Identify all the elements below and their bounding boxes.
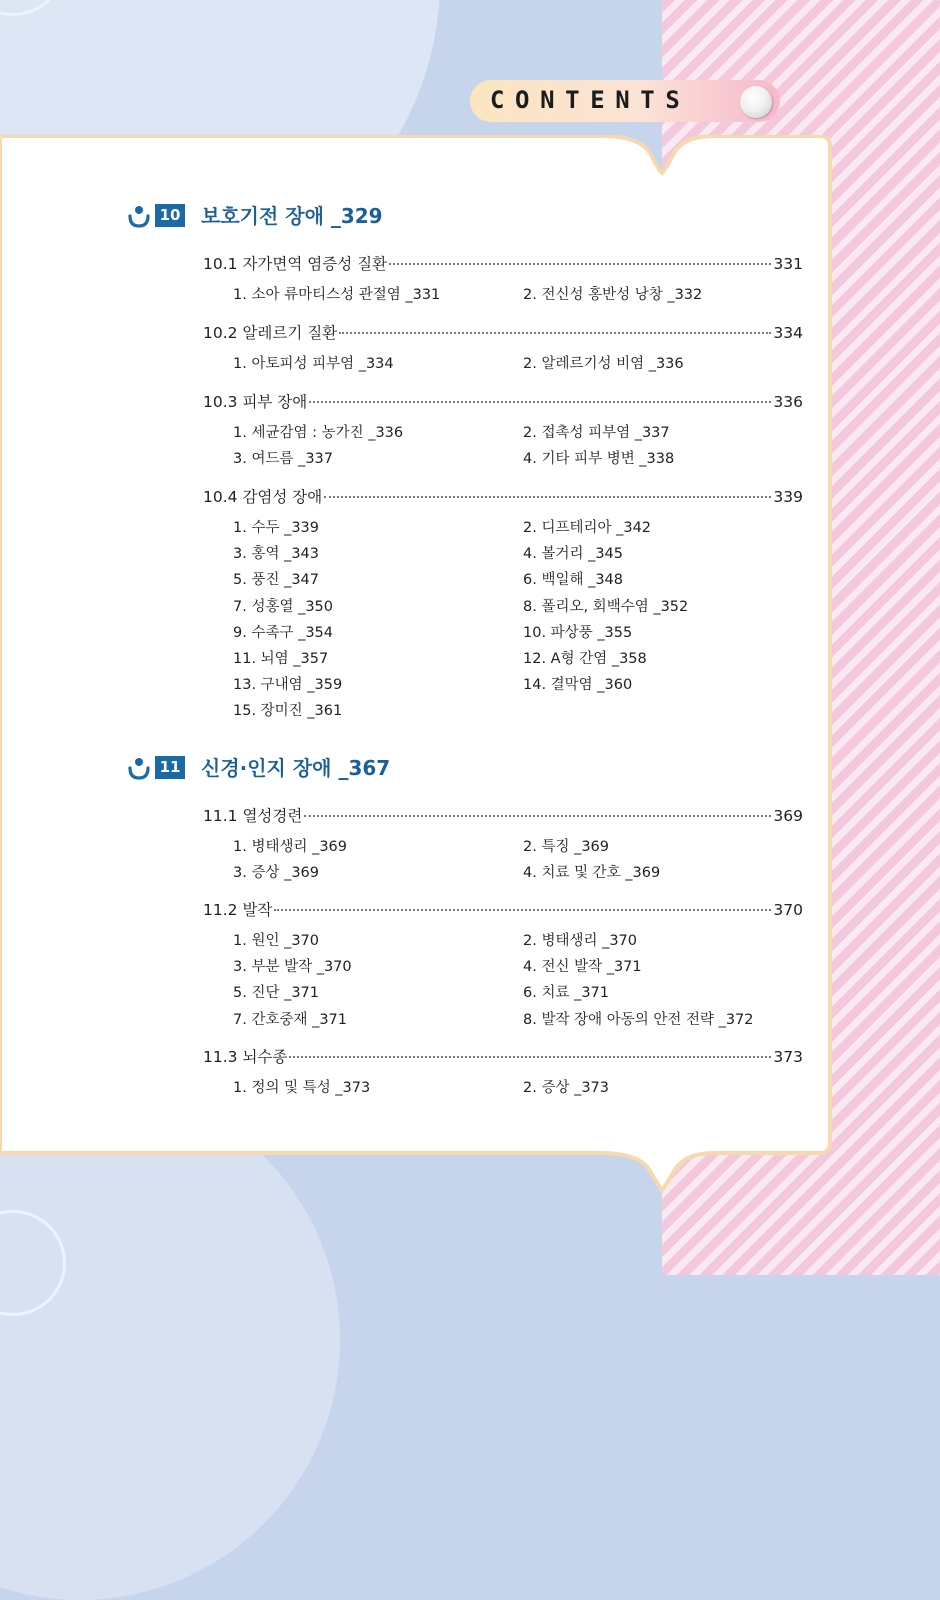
- section-entry[interactable]: [203, 898, 803, 920]
- subsection-item[interactable]: 1. 소아 류마티스성 관절염 _331: [233, 287, 441, 303]
- subsection-item[interactable]: 10. 파상풍 _355: [523, 624, 633, 641]
- subsection-item[interactable]: 4. 기타 피부 병변 _338: [523, 451, 675, 468]
- subsection-item[interactable]: 3. 홍역 _343: [233, 546, 319, 563]
- subsection-item[interactable]: 12. A형 간염 _358: [523, 651, 647, 667]
- subsection-item[interactable]: 15. 장미진 _361: [233, 703, 343, 720]
- subsection-item[interactable]: 8. 발작 장애 아동의 안전 전략 _372: [523, 1011, 754, 1028]
- subsection-item[interactable]: 3. 여드름 _337: [233, 451, 333, 468]
- chapter-number: 11: [155, 756, 185, 779]
- section-entry[interactable]: [203, 321, 803, 343]
- subsection-item[interactable]: 3. 증상 _369: [233, 865, 319, 882]
- section-page-number: 336: [773, 393, 803, 411]
- section-page-number: 331: [773, 255, 803, 273]
- subsection-item[interactable]: 1. 정의 및 특성 _373: [233, 1080, 371, 1096]
- subsection-item[interactable]: 3. 부분 발작 _370: [233, 959, 352, 976]
- dot-leader: [309, 401, 771, 403]
- section-entry[interactable]: [203, 485, 803, 507]
- subsection-item[interactable]: 9. 수족구 _354: [233, 624, 333, 641]
- section-entry[interactable]: [203, 252, 803, 274]
- contents-title: CONTENTS: [490, 86, 691, 114]
- section-title: 11.1 열성경련: [203, 807, 303, 825]
- section-entry[interactable]: [203, 804, 803, 826]
- dot-leader: [339, 332, 771, 334]
- subsection-item[interactable]: 11. 뇌염 _357: [233, 651, 329, 667]
- subsection-item[interactable]: 5. 진단 _371: [233, 985, 319, 1002]
- chapter-title: 신경·인지 장애 _367: [201, 756, 391, 780]
- section-entry[interactable]: [203, 1045, 803, 1067]
- subsection-item[interactable]: 5. 풍진 _347: [233, 572, 319, 589]
- person-icon: [128, 756, 150, 780]
- subsection-item[interactable]: 4. 전신 발작 _371: [523, 959, 642, 976]
- person-icon: [128, 204, 150, 228]
- dot-leader: [389, 263, 771, 265]
- subsection-item[interactable]: 4. 치료 및 간호 _369: [523, 865, 661, 882]
- section-page-number: 373: [773, 1048, 803, 1066]
- subsection-item[interactable]: 1. 세균감염 : 농가진 _336: [233, 425, 404, 441]
- subsection-item[interactable]: 2. 디프테리아 _342: [523, 520, 652, 536]
- section-title: 11.2 발작: [203, 901, 273, 919]
- section-page-number: 370: [773, 901, 803, 919]
- subsection-item[interactable]: 2. 특징 _369: [523, 839, 609, 855]
- dot-leader: [324, 496, 771, 498]
- subsection-item[interactable]: 6. 치료 _371: [523, 985, 609, 1002]
- subsection-item[interactable]: 2. 접촉성 피부염 _337: [523, 425, 670, 441]
- section-title: 10.2 알레르기 질환: [203, 324, 338, 342]
- dot-leader: [289, 1056, 771, 1058]
- subsection-item[interactable]: 1. 수두 _339: [233, 520, 319, 536]
- section-title: 10.1 자가면역 염증성 질환: [203, 255, 388, 273]
- subsection-item[interactable]: 2. 알레르기성 비염 _336: [523, 356, 684, 372]
- subsection-item[interactable]: 13. 구내염 _359: [233, 677, 343, 694]
- subsection-item[interactable]: 6. 백일해 _348: [523, 572, 623, 589]
- section-page-number: 339: [773, 488, 803, 506]
- section-title: 11.3 뇌수종: [203, 1048, 288, 1066]
- subsection-item[interactable]: 2. 병태생리 _370: [523, 933, 638, 949]
- chapter-number: 10: [155, 204, 185, 227]
- chapter-title: 보호기전 장애 _329: [201, 204, 383, 228]
- section-entry[interactable]: [203, 390, 803, 412]
- subsection-item[interactable]: 1. 원인 _370: [233, 933, 319, 949]
- subsection-item[interactable]: 8. 폴리오, 회백수염 _352: [523, 598, 689, 615]
- section-title: 10.4 감염성 장애: [203, 488, 323, 506]
- section-page-number: 369: [773, 807, 803, 825]
- subsection-item[interactable]: 14. 결막염 _360: [523, 677, 633, 694]
- section-title: 10.3 피부 장애: [203, 393, 308, 411]
- dot-leader: [274, 909, 771, 911]
- subsection-item[interactable]: 1. 병태생리 _369: [233, 839, 348, 855]
- subsection-item[interactable]: 7. 간호중재 _371: [233, 1011, 348, 1028]
- subsection-item[interactable]: 1. 아토피성 피부염 _334: [233, 356, 394, 372]
- subsection-item[interactable]: 2. 전신성 홍반성 낭창 _332: [523, 287, 703, 303]
- subsection-item[interactable]: 4. 볼거리 _345: [523, 546, 623, 563]
- section-page-number: 334: [773, 324, 803, 342]
- subsection-item[interactable]: 7. 성홍열 _350: [233, 598, 333, 615]
- dot-leader: [304, 815, 771, 817]
- subsection-item[interactable]: 2. 증상 _373: [523, 1080, 609, 1096]
